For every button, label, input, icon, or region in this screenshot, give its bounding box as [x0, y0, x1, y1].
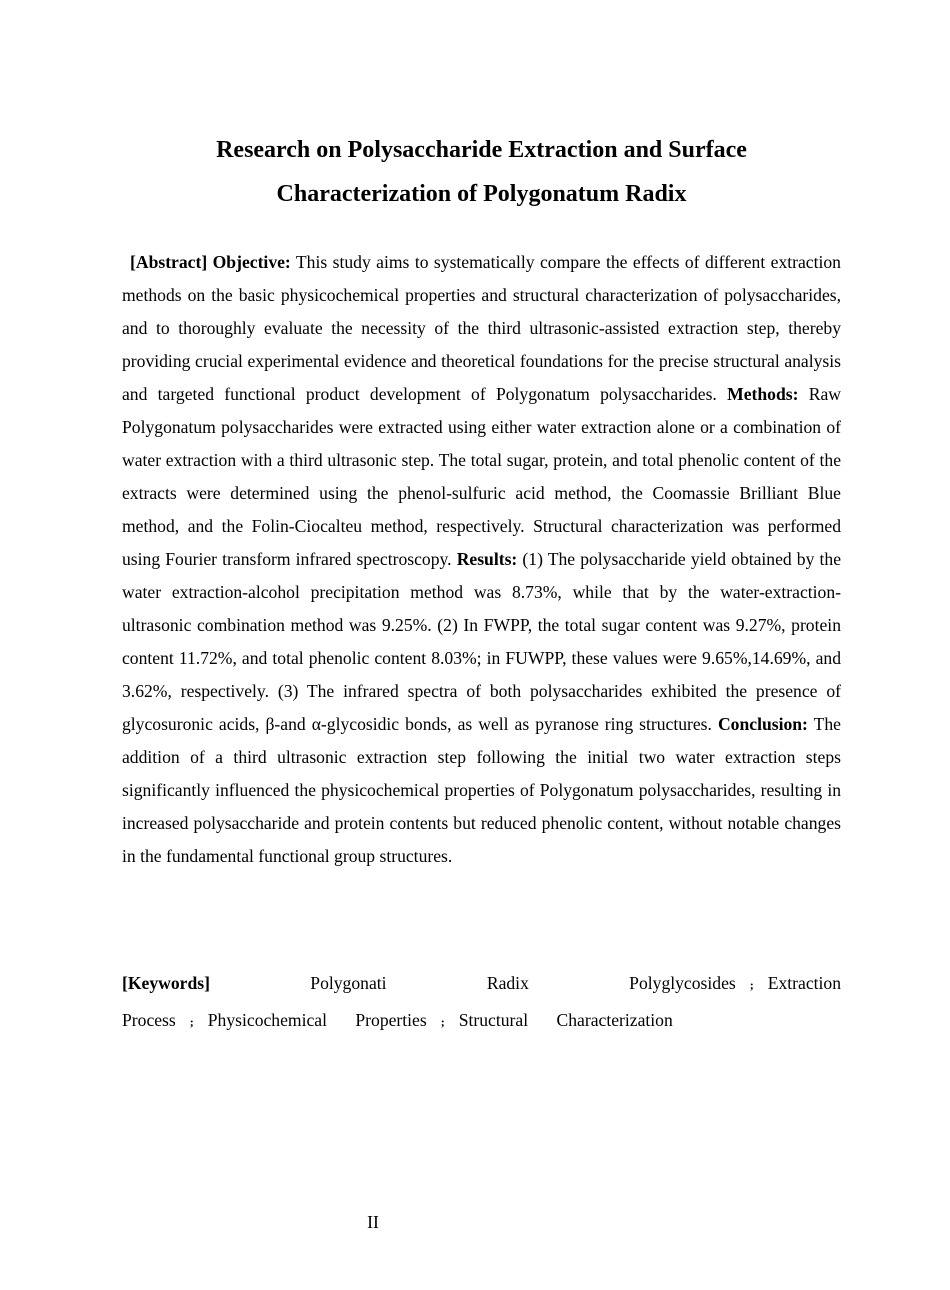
- keywords-paragraph: [122, 966, 841, 1040]
- keyword-item: Structural Characterization: [458, 1010, 673, 1030]
- title-line-2: Characterization of Polygonatum Radix: [276, 181, 687, 207]
- page-title: [122, 128, 841, 216]
- conclusion-text: The addition of a third ultrasonic extraction step following the initial two water extraction steps significantly influenced the physicochemical properties of Polygonatum polysaccharides, resulting in increased polysaccharide and protein contents but reduced phenolic content, without notable changes in the fundamental functional group structures.: [122, 714, 841, 866]
- objective-text: This study aims to systematically compare the effects of different extraction methods on the basic physicochemical properties and structural characterization of polysaccharides, and to thoroughly evaluate the necessity of the third ultrasonic-assisted extraction step, thereby providing crucial experimental evidence and theoretical foundations for the precise structural analysis and targeted functional product development of Polygonatum polysaccharides.: [122, 252, 841, 404]
- conclusion-label: Conclusion:: [717, 714, 808, 734]
- keywords-label: [Keywords]: [122, 973, 210, 993]
- keyword-separator: ;: [749, 978, 754, 992]
- keyword-item: Extraction Process: [122, 973, 842, 1030]
- results-label: Results:: [456, 549, 518, 569]
- keyword-item: Polygonati Radix Polyglycosides: [310, 973, 736, 993]
- keyword-item: Physicochemical Properties: [207, 1010, 427, 1030]
- results-text: (1) The polysaccharide yield obtained by the water extraction-alcohol precipitation method was 8.73%, while that by the water-extraction-ultrasonic combination method was 9.25%. (2) In FWPP, the total sugar content was 9.27%, protein content 11.72%, and total phenolic content 8.03%; in FUWPP, these values were 9.65%,14.69%, and 3.62%, respectively. (3) The infrared spectra of both polysaccharides exhibited the presence of glycosuronic acids, β-and α-glycosidic bonds, as well as pyranose ring structures.: [122, 549, 842, 734]
- methods-label: Methods:: [727, 384, 799, 404]
- keyword-separator: ;: [189, 1015, 194, 1029]
- objective-label: Objective:: [212, 252, 291, 272]
- methods-text: Raw Polygonatum polysaccharides were extracted using either water extraction alone or a combination of water extraction with a third ultrasonic step. The total sugar, protein, and total phenolic content of the extracts were determined using the phenol-sulfuric acid method, the Coomassie Brilliant Blue method, and the Folin-Ciocalteu method, respectively. Structural characterization was performed using Fourier transform infrared spectroscopy.: [122, 384, 841, 569]
- keyword-separator: ;: [440, 1015, 445, 1029]
- abstract-paragraph: [122, 246, 841, 873]
- abstract-label: [Abstract]: [130, 252, 208, 272]
- page-number: II: [367, 1212, 379, 1232]
- title-line-1: Research on Polysaccharide Extraction and Surface: [216, 137, 747, 163]
